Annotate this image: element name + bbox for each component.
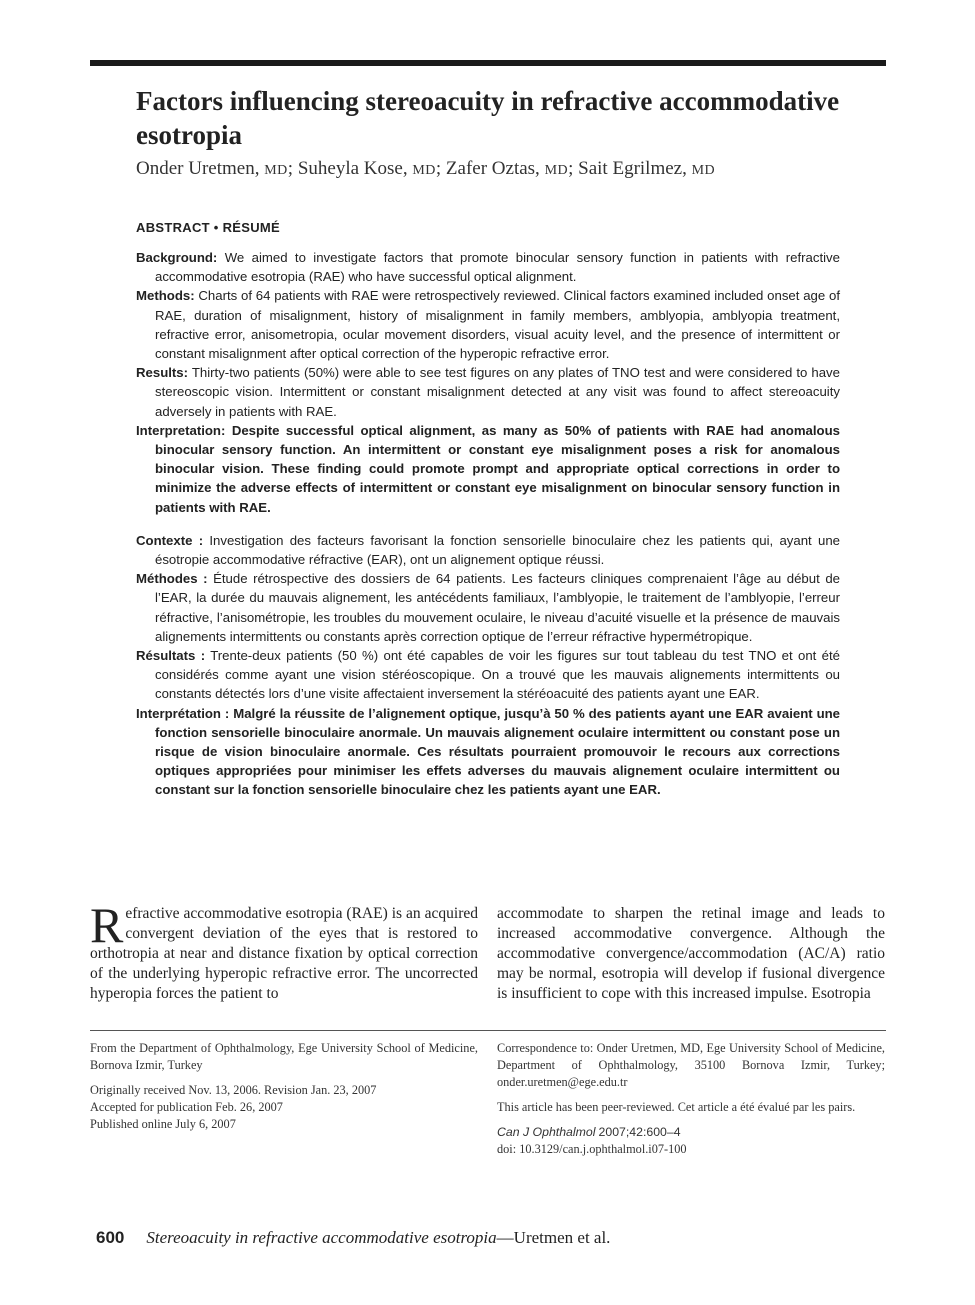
abstract-heading: ABSTRACT • RÉSUMÉ [136,220,280,235]
citation-detail: 2007;42:600–4 [598,1125,681,1139]
abstract [136,248,840,800]
body-column-right: accommodate to sharpen the retinal image and leads to increased accommodative convergence. Although the accommodative convergence/accommodation (AC/A) ratio may be normal, esotropia will develop if fusional divergence is insufficient to cope with this increased impulse. Esotropia [497,905,885,1003]
page-number: 600 [96,1228,125,1247]
published-date: Published online July 6, 2007 [90,1117,236,1131]
accepted-date: Accepted for publication Feb. 26, 2007 [90,1100,283,1114]
resume-text: Étude rétrospective des dossiers de 64 patients. Les facteurs cliniques comprenaient l’âge au début de l’EAR, la durée du mauvais alignement, les antécédents familiaux, l’amblyopie, le traitement de l’amblyopie, l’erreur réfractive, l’anisométropie, les troubles du mouvement oculaire, le niveau d’acuité visuelle et la présence de mauvais alignements intermittents ou constants après correction optique de l’erreur réfractive hypermétropique. [155,571,840,644]
abstract-label: Results: [136,365,189,381]
abstract-label: Interpretation: [136,422,226,438]
article-title: Factors influencing stereoacuity in refractive accommodative esotropia [136,86,840,150]
journal-name: Can J Ophthalmol [497,1125,596,1139]
abstract-background [136,248,840,286]
footnote-column-right [497,1040,885,1166]
resume-text: Trente-deux patients (50 %) ont été capables de voir les figures sur tout tableau du test TNO et ont été considérés comme ayant une vision stéréoscopique. On a trouvé que les mauvais alignements intermittents ou constants détectés lors d’une visite affectaient inversement la stéréoacuité des patients ayant une EAR. [155,648,840,702]
running-author: —Uretmen et al. [496,1228,611,1247]
author-name: Onder Uretmen, [136,158,260,179]
resume-text: Investigation des facteurs favorisant la fonction sensorielle binoculaire chez les patients qui, ayant une ésotropie accommodative réfractive (EAR), ont un alignement optique réussi. [155,532,840,568]
resume-resultats [136,646,840,704]
doi: doi: 10.3129/can.j.ophthalmol.i07-100 [497,1142,687,1156]
abstract-results [136,363,840,421]
footnote-divider [90,1030,886,1031]
received-date: Originally received Nov. 13, 2006. Revision Jan. 23, 2007 [90,1083,377,1097]
resume-label: Contexte : [136,532,204,548]
author-degree: MD [544,163,569,178]
author-degree: MD [264,163,288,178]
abstract-text: Charts of 64 patients with RAE were retrospectively reviewed. Clinical factors examined included onset age of RAE, duration of misalignment, history of misalignment in family members, amblyopia, amblyopia treatment, refractive error, anisometropia, ocular movement disorders, visual acuity level, and the presence of intermittent or constant misalignment after optical correction of the hyperopic refractive error. [155,288,840,362]
resume-label: Méthodes : [136,571,208,587]
affiliation: From the Department of Ophthalmology, Ege University School of Medicine, Bornova Izmir, Turkey [90,1041,478,1072]
abstract-text: Despite successful optical alignment, as many as 50% of patients with RAE had anomalous binocular sensory function. An intermittent or constant eye misalignment poses a risk for anomalous binocular vision. These finding could promote prompt and appropriate optical corrections in order to minimize the adverse effects of intermittent or constant eye misalignment on binocular sensory function in patients with RAE. [155,422,840,515]
resume-text: Malgré la réussite de l’alignement optique, jusqu’à 50 % des patients ayant une EAR avaient une fonction sensorielle binoculaire anormale. Un mauvais alignement oculaire intermittent ou constant pose un risque de vision binoculaire anormale. Ces résultats pourraient promouvoir le recours aux corrections optiques appropriées pour minimiser les effets adverses du mauvais alignement oculaire intermittent ou constant sur la fonction sensorielle binoculaire chez les patients ayant une EAR. [155,705,841,798]
running-title: Stereoacuity in refractive accommodative esotropia [146,1228,497,1247]
correspondence: Correspondence to: Onder Uretmen, MD, Ege University School of Medicine, Department of Ophthalmology, 35100 Bornova Izmir, Turkey; onder.uretmen@ege.edu.tr [497,1041,885,1089]
abstract-text: Thirty-two patients (50%) were able to see test figures on any plates of TNO test and were considered to have stereoscopic vision. Intermittent or constant misalignment detected at any visit was found to affect stereoacuity adversely in patients with RAE. [155,365,840,419]
resume-contexte [136,531,840,569]
abstract-methods [136,286,840,363]
body-column-left [90,897,478,1004]
author-name: Zafer Oztas, [445,158,540,179]
resume-interpretation [136,704,840,800]
resume-methodes [136,569,840,646]
top-rule [90,60,886,66]
author-list [136,156,856,184]
abstract-text: We aimed to investigate factors that promote binocular sensory function in patients with refractive accommodative esotropia (RAE) who have successful optical alignment. [155,250,840,285]
abstract-interpretation [136,421,840,517]
page-footer [96,1228,610,1248]
citation [497,1124,885,1141]
resume-label: Interprétation : [136,705,230,721]
author-separator: ; [435,158,442,179]
author-name: Sait Egrilmez, [578,158,687,179]
author-degree: MD [412,163,436,178]
author-separator: ; [287,158,294,179]
author-degree: MD [691,163,716,178]
peer-review-note: This article has been peer-reviewed. Cet article a été évalué par les pairs. [497,1100,856,1114]
resume-label: Résultats : [136,648,206,664]
drop-cap: R [90,897,124,953]
abstract-label: Background: [136,250,218,265]
abstract-label: Methods: [136,288,195,304]
footnote-column-left [90,1040,478,1141]
author-name: Suheyla Kose, [297,158,408,179]
author-separator: ; [568,158,574,179]
body-text: efractive accommodative esotropia (RAE) is an acquired convergent deviation of the eyes that is restored to orthotropia at near and distance fixation by optical correction of the underlying hyperopic refractive error. The uncorrected hyperopia forces the patient to [90,905,478,1003]
